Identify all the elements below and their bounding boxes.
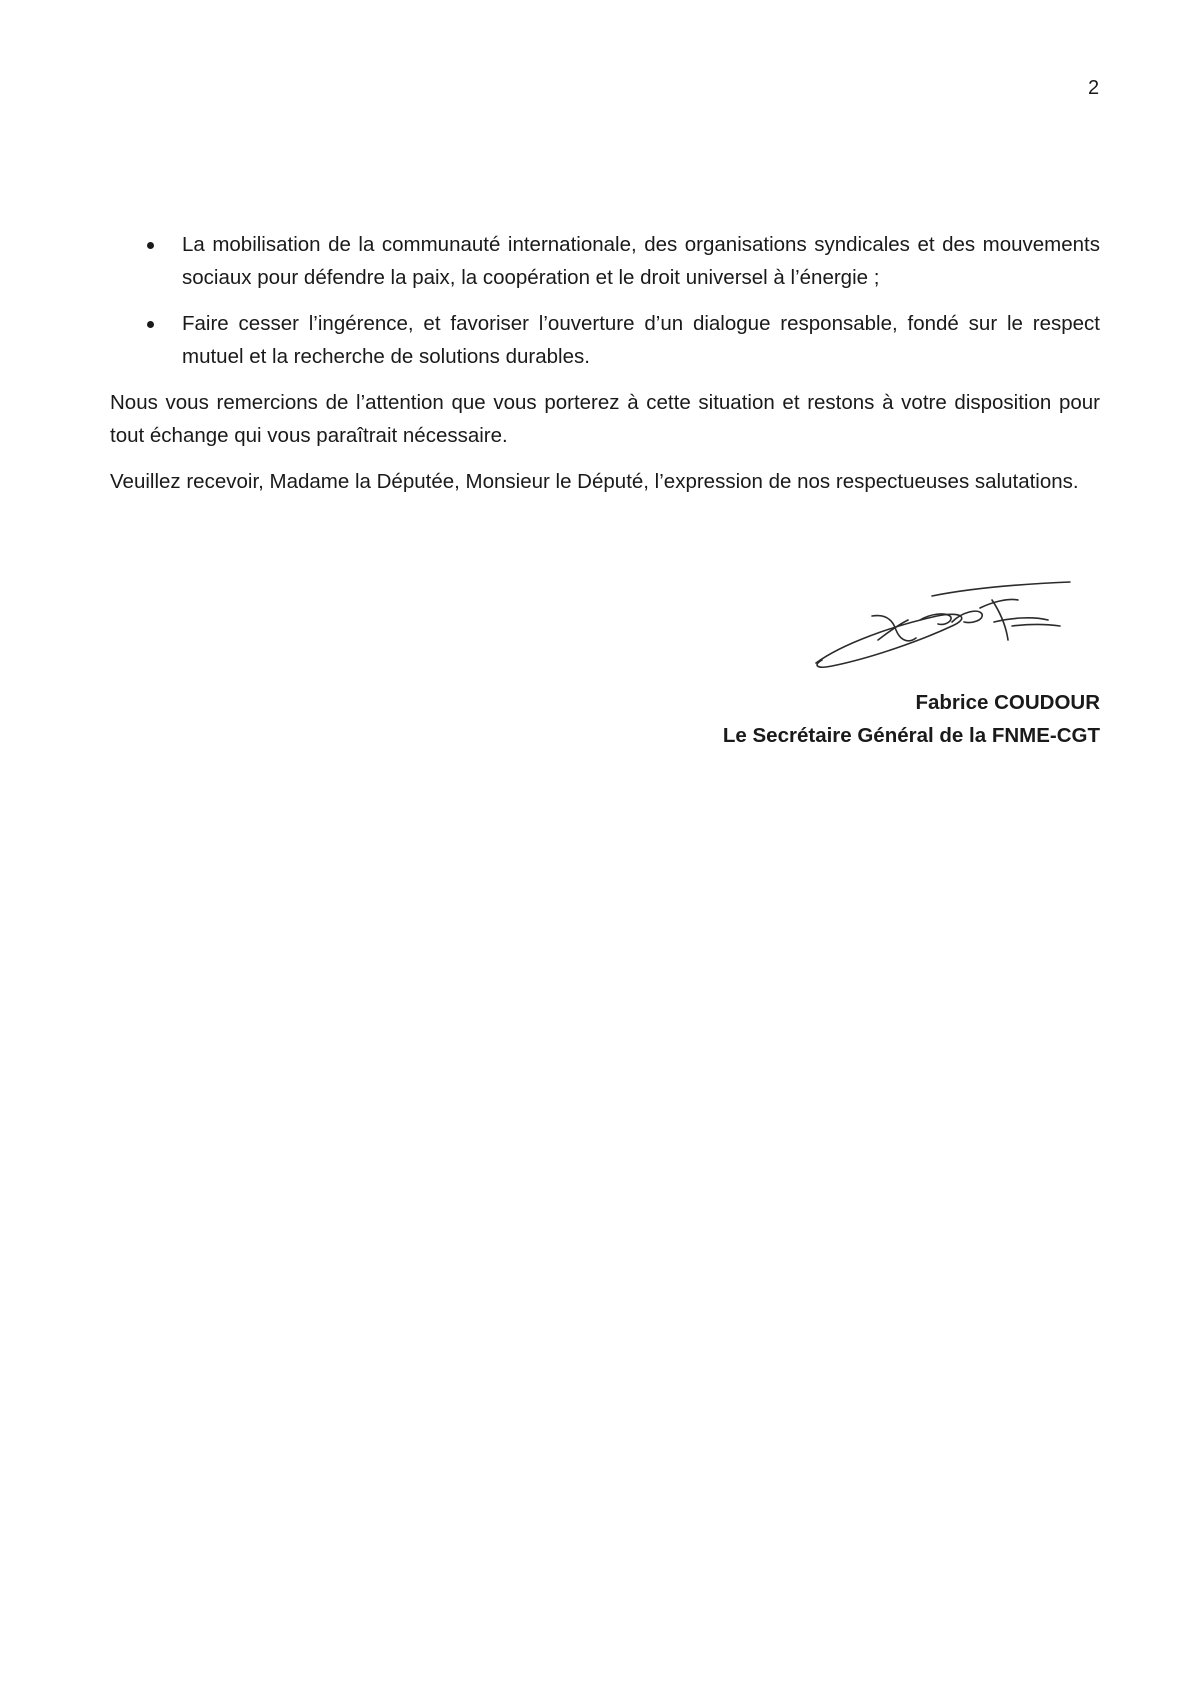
- signatory-name: Fabrice COUDOUR: [915, 691, 1100, 714]
- bullet-icon: [147, 242, 154, 249]
- letter-body: [110, 228, 1100, 511]
- bullet-icon: [147, 321, 154, 328]
- list-item: [110, 307, 1100, 373]
- page-number: 2: [1088, 77, 1100, 99]
- signatory-role: Le Secrétaire Général de la FNME-CGT: [722, 724, 1100, 747]
- closing-paragraph: Veuillez recevoir, Madame la Députée, Monsieur le Député, l’expression de nos respectueuses salutations.: [110, 470, 1079, 493]
- list-item-text: La mobilisation de la communauté internationale, des organisations syndicales et des mouvements sociaux pour défendre la paix, la coopération et le droit universel à l’énergie ;: [182, 233, 1100, 289]
- list-item: [110, 228, 1100, 294]
- signatory-block: [723, 686, 1100, 752]
- thanks-paragraph: Nous vous remercions de l’attention que vous porterez à cette situation et restons à votre disposition pour tout échange qui vous paraîtrait nécessaire.: [110, 391, 1100, 447]
- demands-list: [110, 228, 1100, 373]
- handwritten-signature: [812, 578, 1074, 674]
- list-item-text: Faire cesser l’ingérence, et favoriser l’ouverture d’un dialogue responsable, fondé sur le respect mutuel et la recherche de solutions durables.: [182, 312, 1100, 368]
